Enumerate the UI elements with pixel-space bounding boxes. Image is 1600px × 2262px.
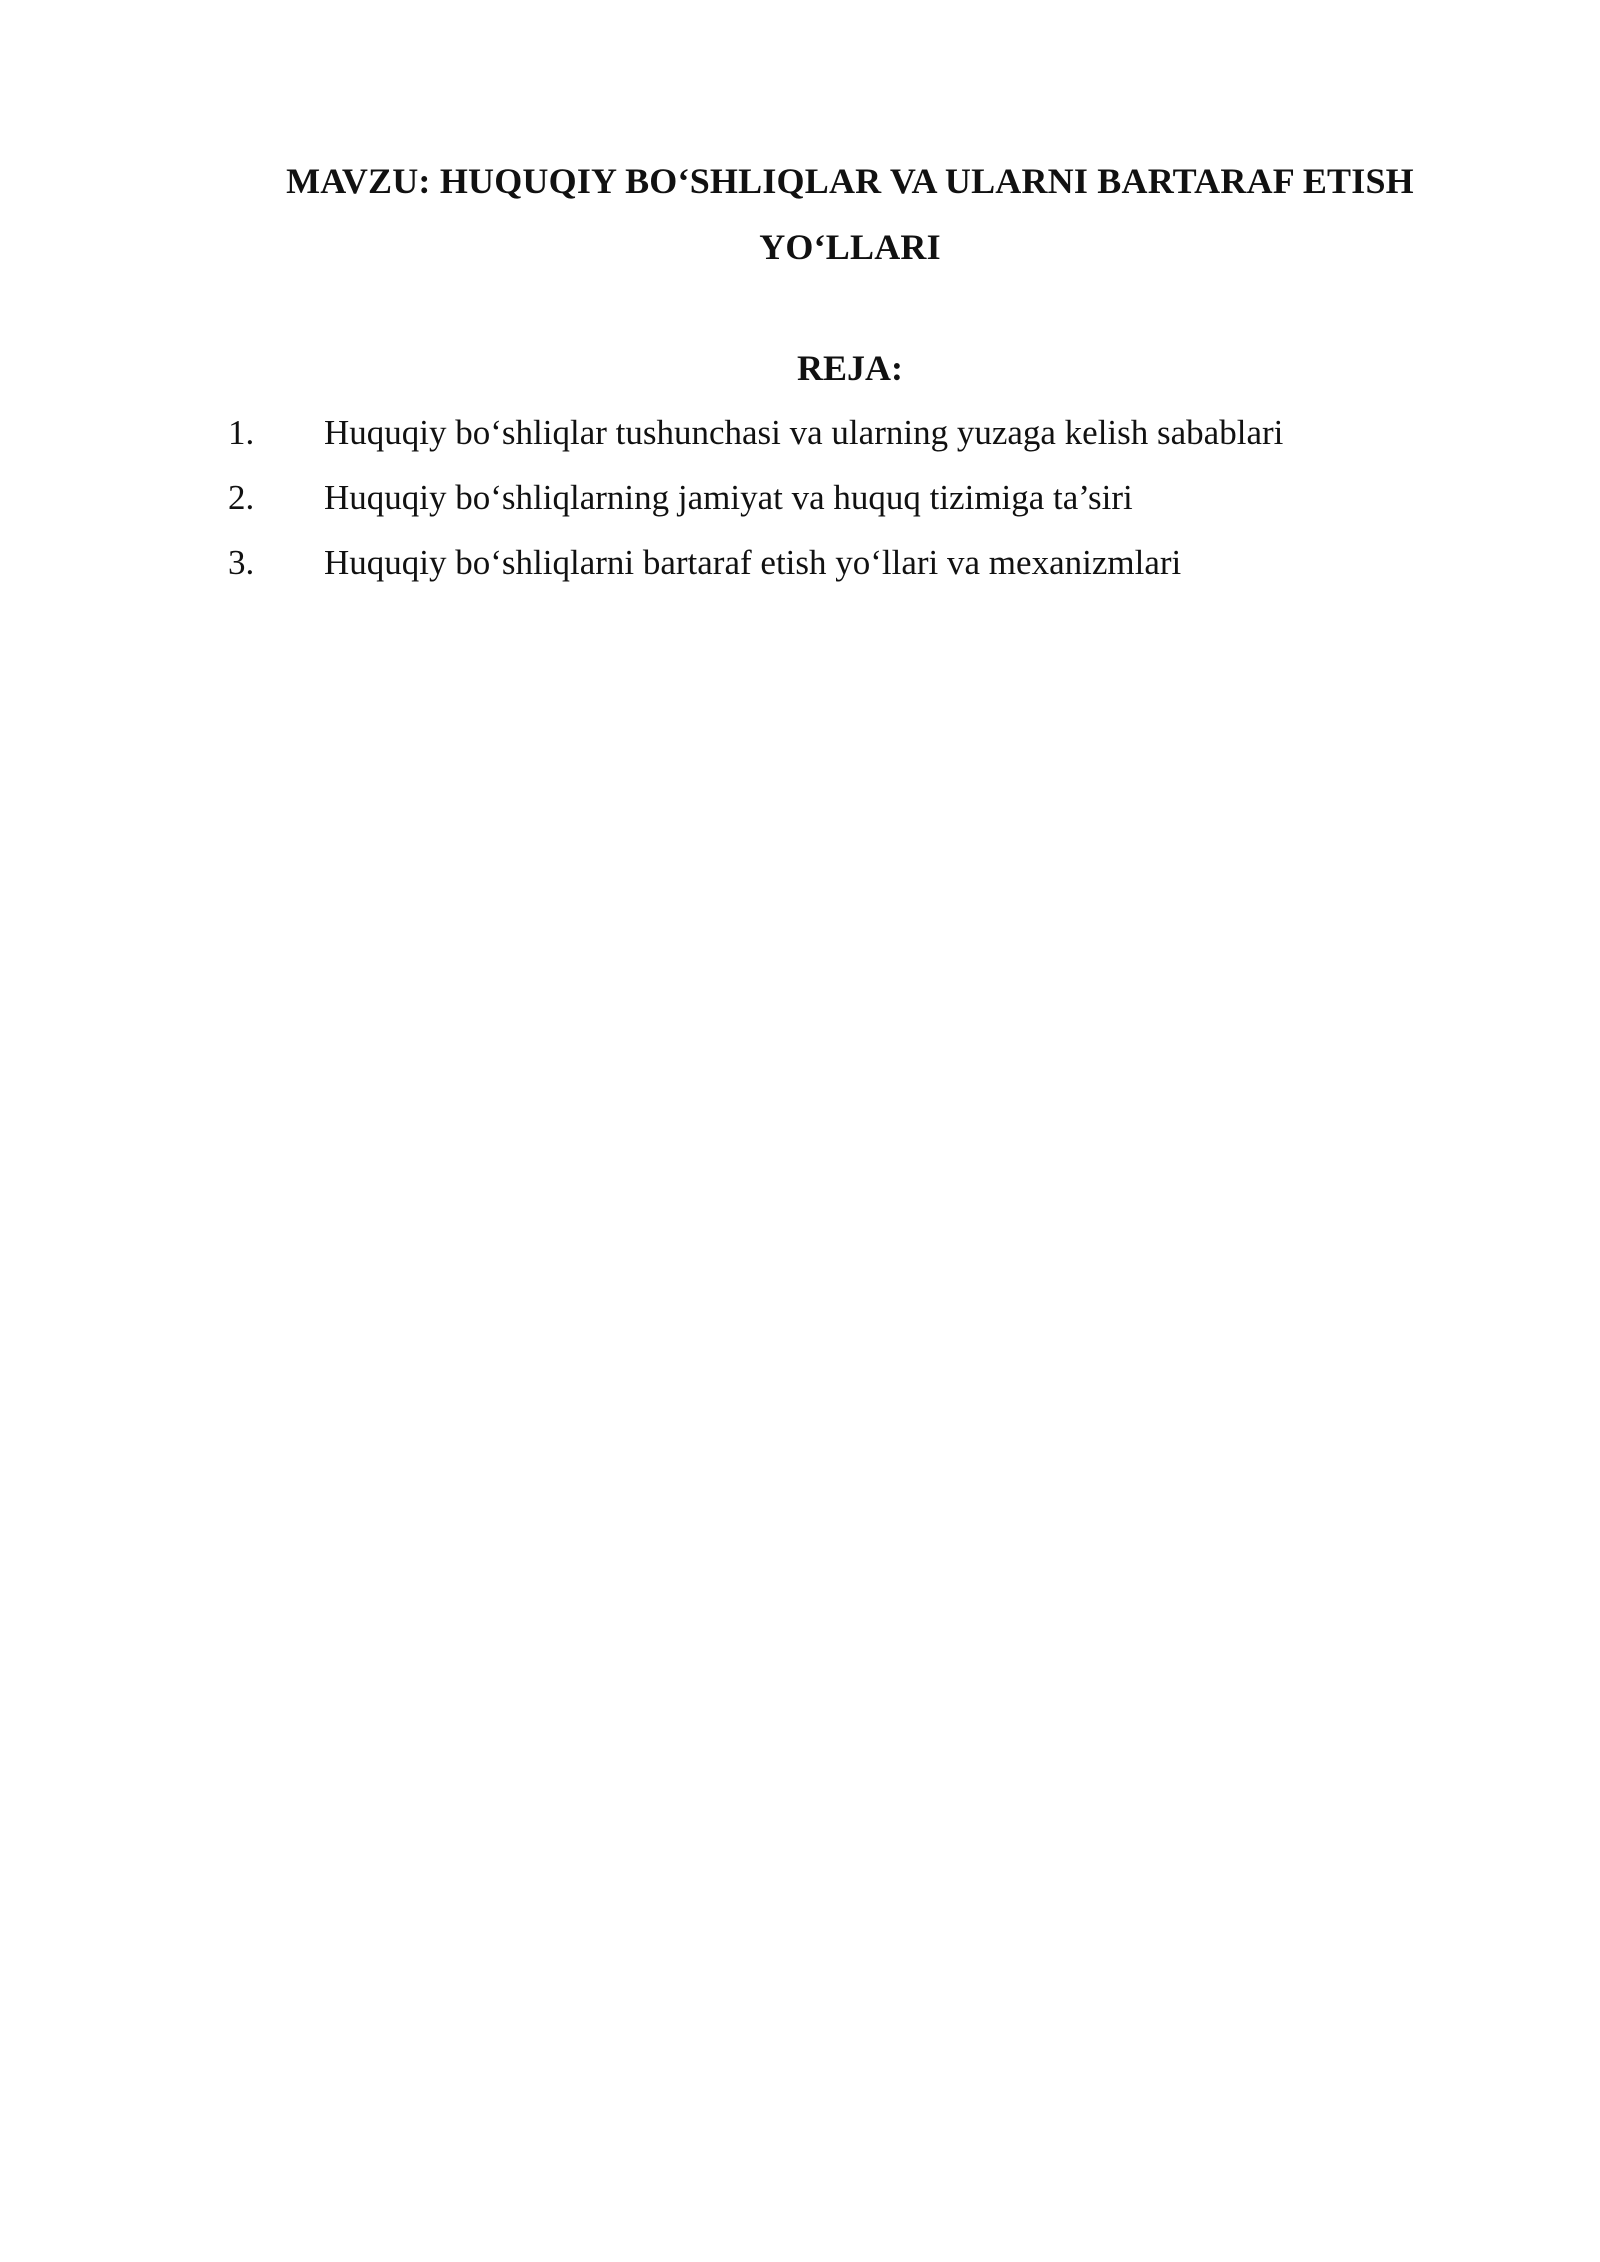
plan-list bbox=[228, 410, 1428, 605]
plan-item-text: Huquqiy bo‘shliqlarning jamiyat va huquq tizimiga ta’siri bbox=[324, 478, 1133, 517]
plan-item-text: Huquqiy bo‘shliqlar tushunchasi va ularning yuzaga kelish sabablari bbox=[324, 413, 1284, 452]
plan-item-2 bbox=[228, 475, 1428, 540]
document-title-line-2: YO‘LLARI bbox=[759, 227, 941, 267]
plan-item-number: 3. bbox=[228, 543, 255, 582]
plan-item-number: 1. bbox=[228, 413, 255, 452]
plan-item-text: Huquqiy bo‘shliqlarni bartaraf etish yo‘llari va mexanizmlari bbox=[324, 543, 1182, 582]
plan-item-1 bbox=[228, 410, 1428, 475]
plan-item-3 bbox=[228, 540, 1428, 605]
plan-heading: REJA: bbox=[797, 348, 903, 388]
document-title-line-1: MAVZU: HUQUQIY BO‘SHLIQLAR VA ULARNI BARTARAF ETISH bbox=[286, 161, 1414, 201]
plan-item-number: 2. bbox=[228, 478, 255, 517]
document-title bbox=[230, 148, 1470, 280]
